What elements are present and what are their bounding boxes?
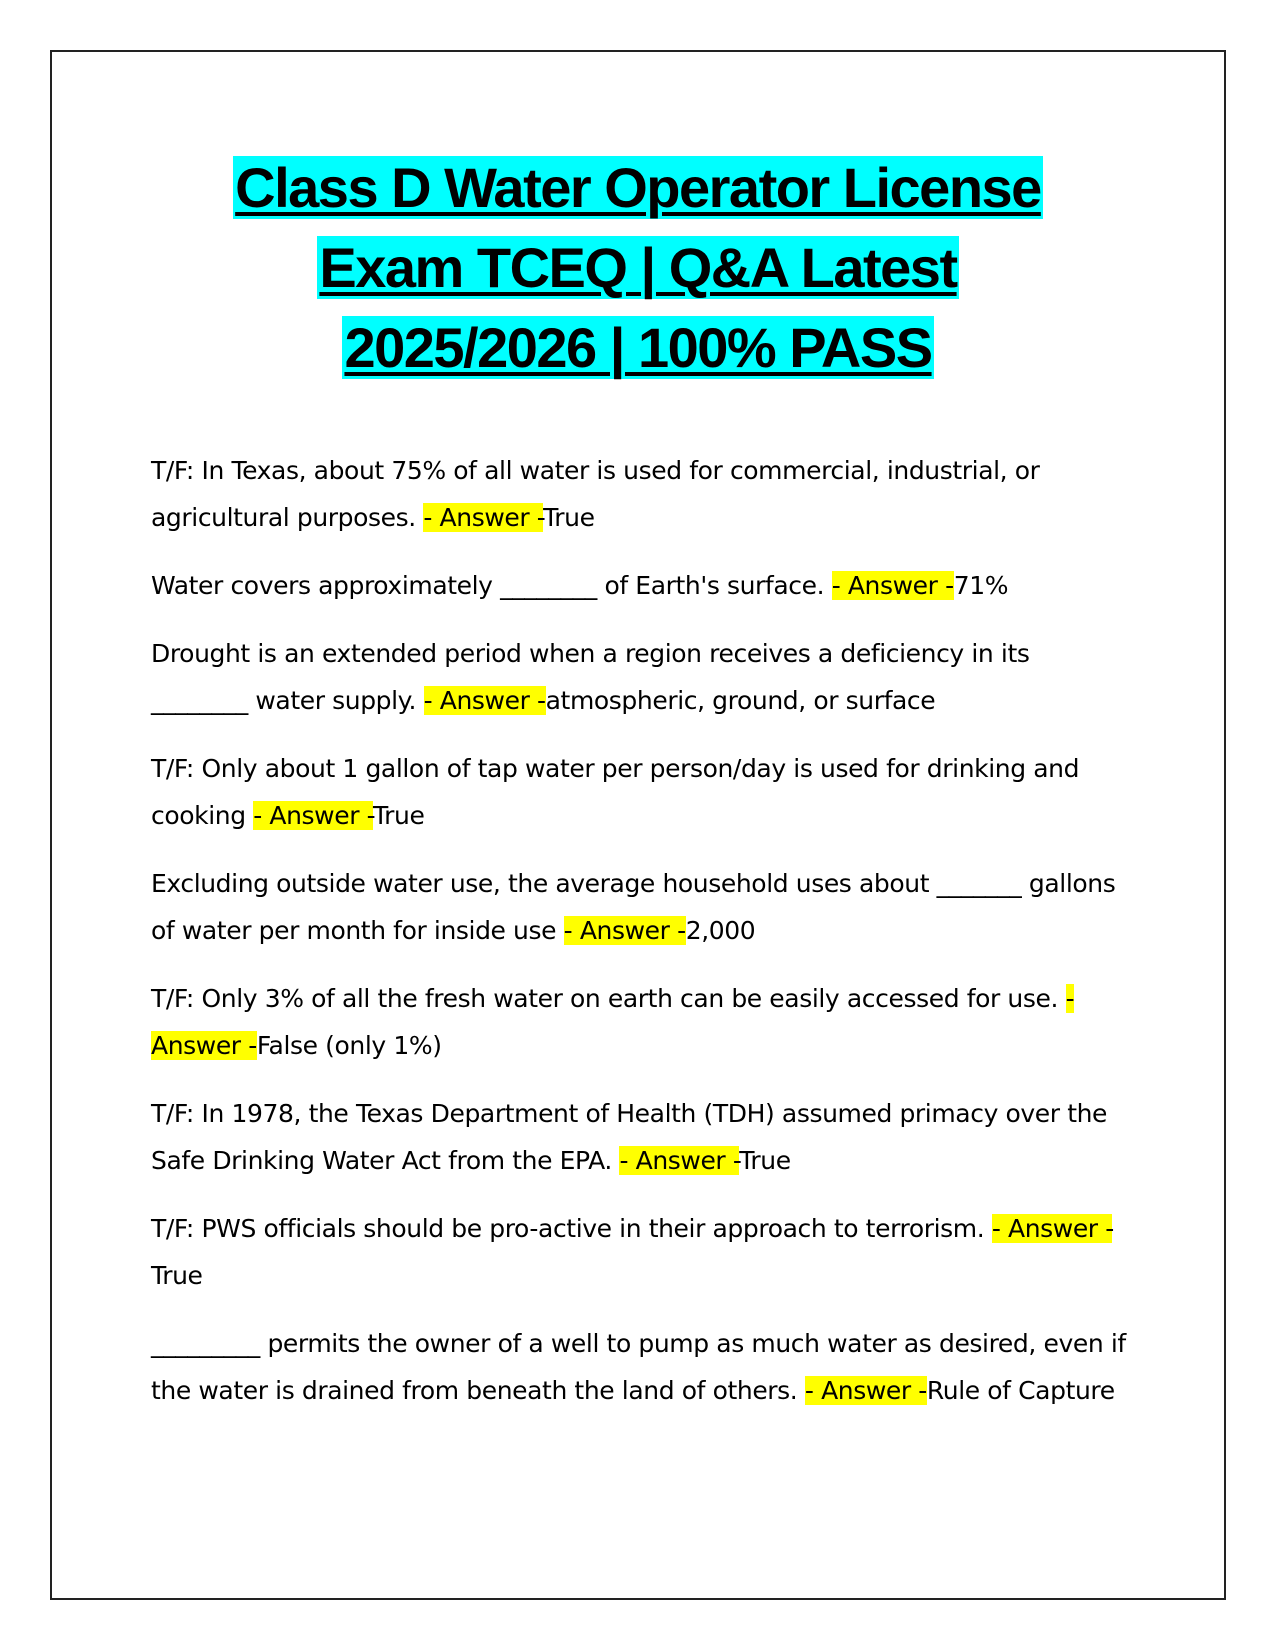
answer-text: atmospheric, ground, or surface bbox=[545, 686, 936, 715]
answer-text: True bbox=[151, 1261, 203, 1290]
answer-label: - Answer - bbox=[991, 1214, 1112, 1243]
question-text: T/F: PWS officials should be pro-active in their approach to terrorism. bbox=[151, 1214, 992, 1243]
question-text: Water covers approximately ________ of Earth's surface. bbox=[151, 571, 832, 600]
qa-list bbox=[151, 447, 1126, 1435]
question-text: T/F: In Texas, about 75% of all water is used for commercial, industrial, or agricultural purposes. bbox=[151, 456, 1040, 532]
qa-item bbox=[151, 975, 1126, 1069]
answer-label: - Answer - bbox=[151, 984, 1075, 1060]
answer-text: Rule of Capture bbox=[926, 1376, 1115, 1405]
question-text: T/F: In 1978, the Texas Department of Health (TDH) assumed primacy over the Safe Drinking Water Act from the EPA. bbox=[151, 1099, 1108, 1175]
qa-item bbox=[151, 562, 1126, 609]
qa-item bbox=[151, 447, 1126, 541]
qa-item bbox=[151, 745, 1126, 839]
answer-text: True bbox=[543, 503, 595, 532]
title-line-1 bbox=[50, 148, 1226, 228]
answer-label: - Answer - bbox=[563, 916, 686, 945]
qa-item bbox=[151, 860, 1126, 954]
title-line-3-text: 2025/2026 | 100% PASS bbox=[344, 316, 932, 379]
title-line-3 bbox=[50, 308, 1226, 388]
answer-text: 71% bbox=[953, 571, 1009, 600]
question-text: Excluding outside water use, the average household uses about _______ gallons of water per month for inside use bbox=[151, 869, 1116, 945]
question-text: T/F: Only 3% of all the fresh water on earth can be easily accessed for use. bbox=[151, 984, 1066, 1013]
question-text: _________ permits the owner of a well to pump as much water as desired, even if the water is drained from beneath the land of others. bbox=[151, 1329, 1126, 1405]
title-line-2 bbox=[50, 228, 1226, 308]
answer-label: - Answer - bbox=[831, 571, 954, 600]
question-text: Drought is an extended period when a region receives a deficiency in its ________ water supply. bbox=[151, 639, 1030, 715]
title-line-1-text: Class D Water Operator License bbox=[235, 156, 1041, 219]
qa-item bbox=[151, 1090, 1126, 1184]
question-text: T/F: Only about 1 gallon of tap water per person/day is used for drinking and cooking bbox=[151, 754, 1080, 830]
title-line-2-text: Exam TCEQ | Q&A Latest bbox=[319, 236, 957, 299]
answer-text: False (only 1%) bbox=[256, 1031, 442, 1060]
answer-text: True bbox=[739, 1146, 791, 1175]
answer-label: - Answer - bbox=[253, 801, 373, 830]
answer-label: - Answer - bbox=[619, 1146, 740, 1175]
qa-item bbox=[151, 1320, 1126, 1414]
qa-item bbox=[151, 630, 1126, 724]
document-title bbox=[50, 148, 1226, 388]
qa-item bbox=[151, 1205, 1126, 1299]
answer-label: - Answer - bbox=[804, 1376, 927, 1405]
answer-label: - Answer - bbox=[423, 686, 546, 715]
answer-text: 2,000 bbox=[685, 916, 756, 945]
answer-text: True bbox=[372, 801, 425, 830]
answer-label: - Answer - bbox=[423, 503, 544, 532]
